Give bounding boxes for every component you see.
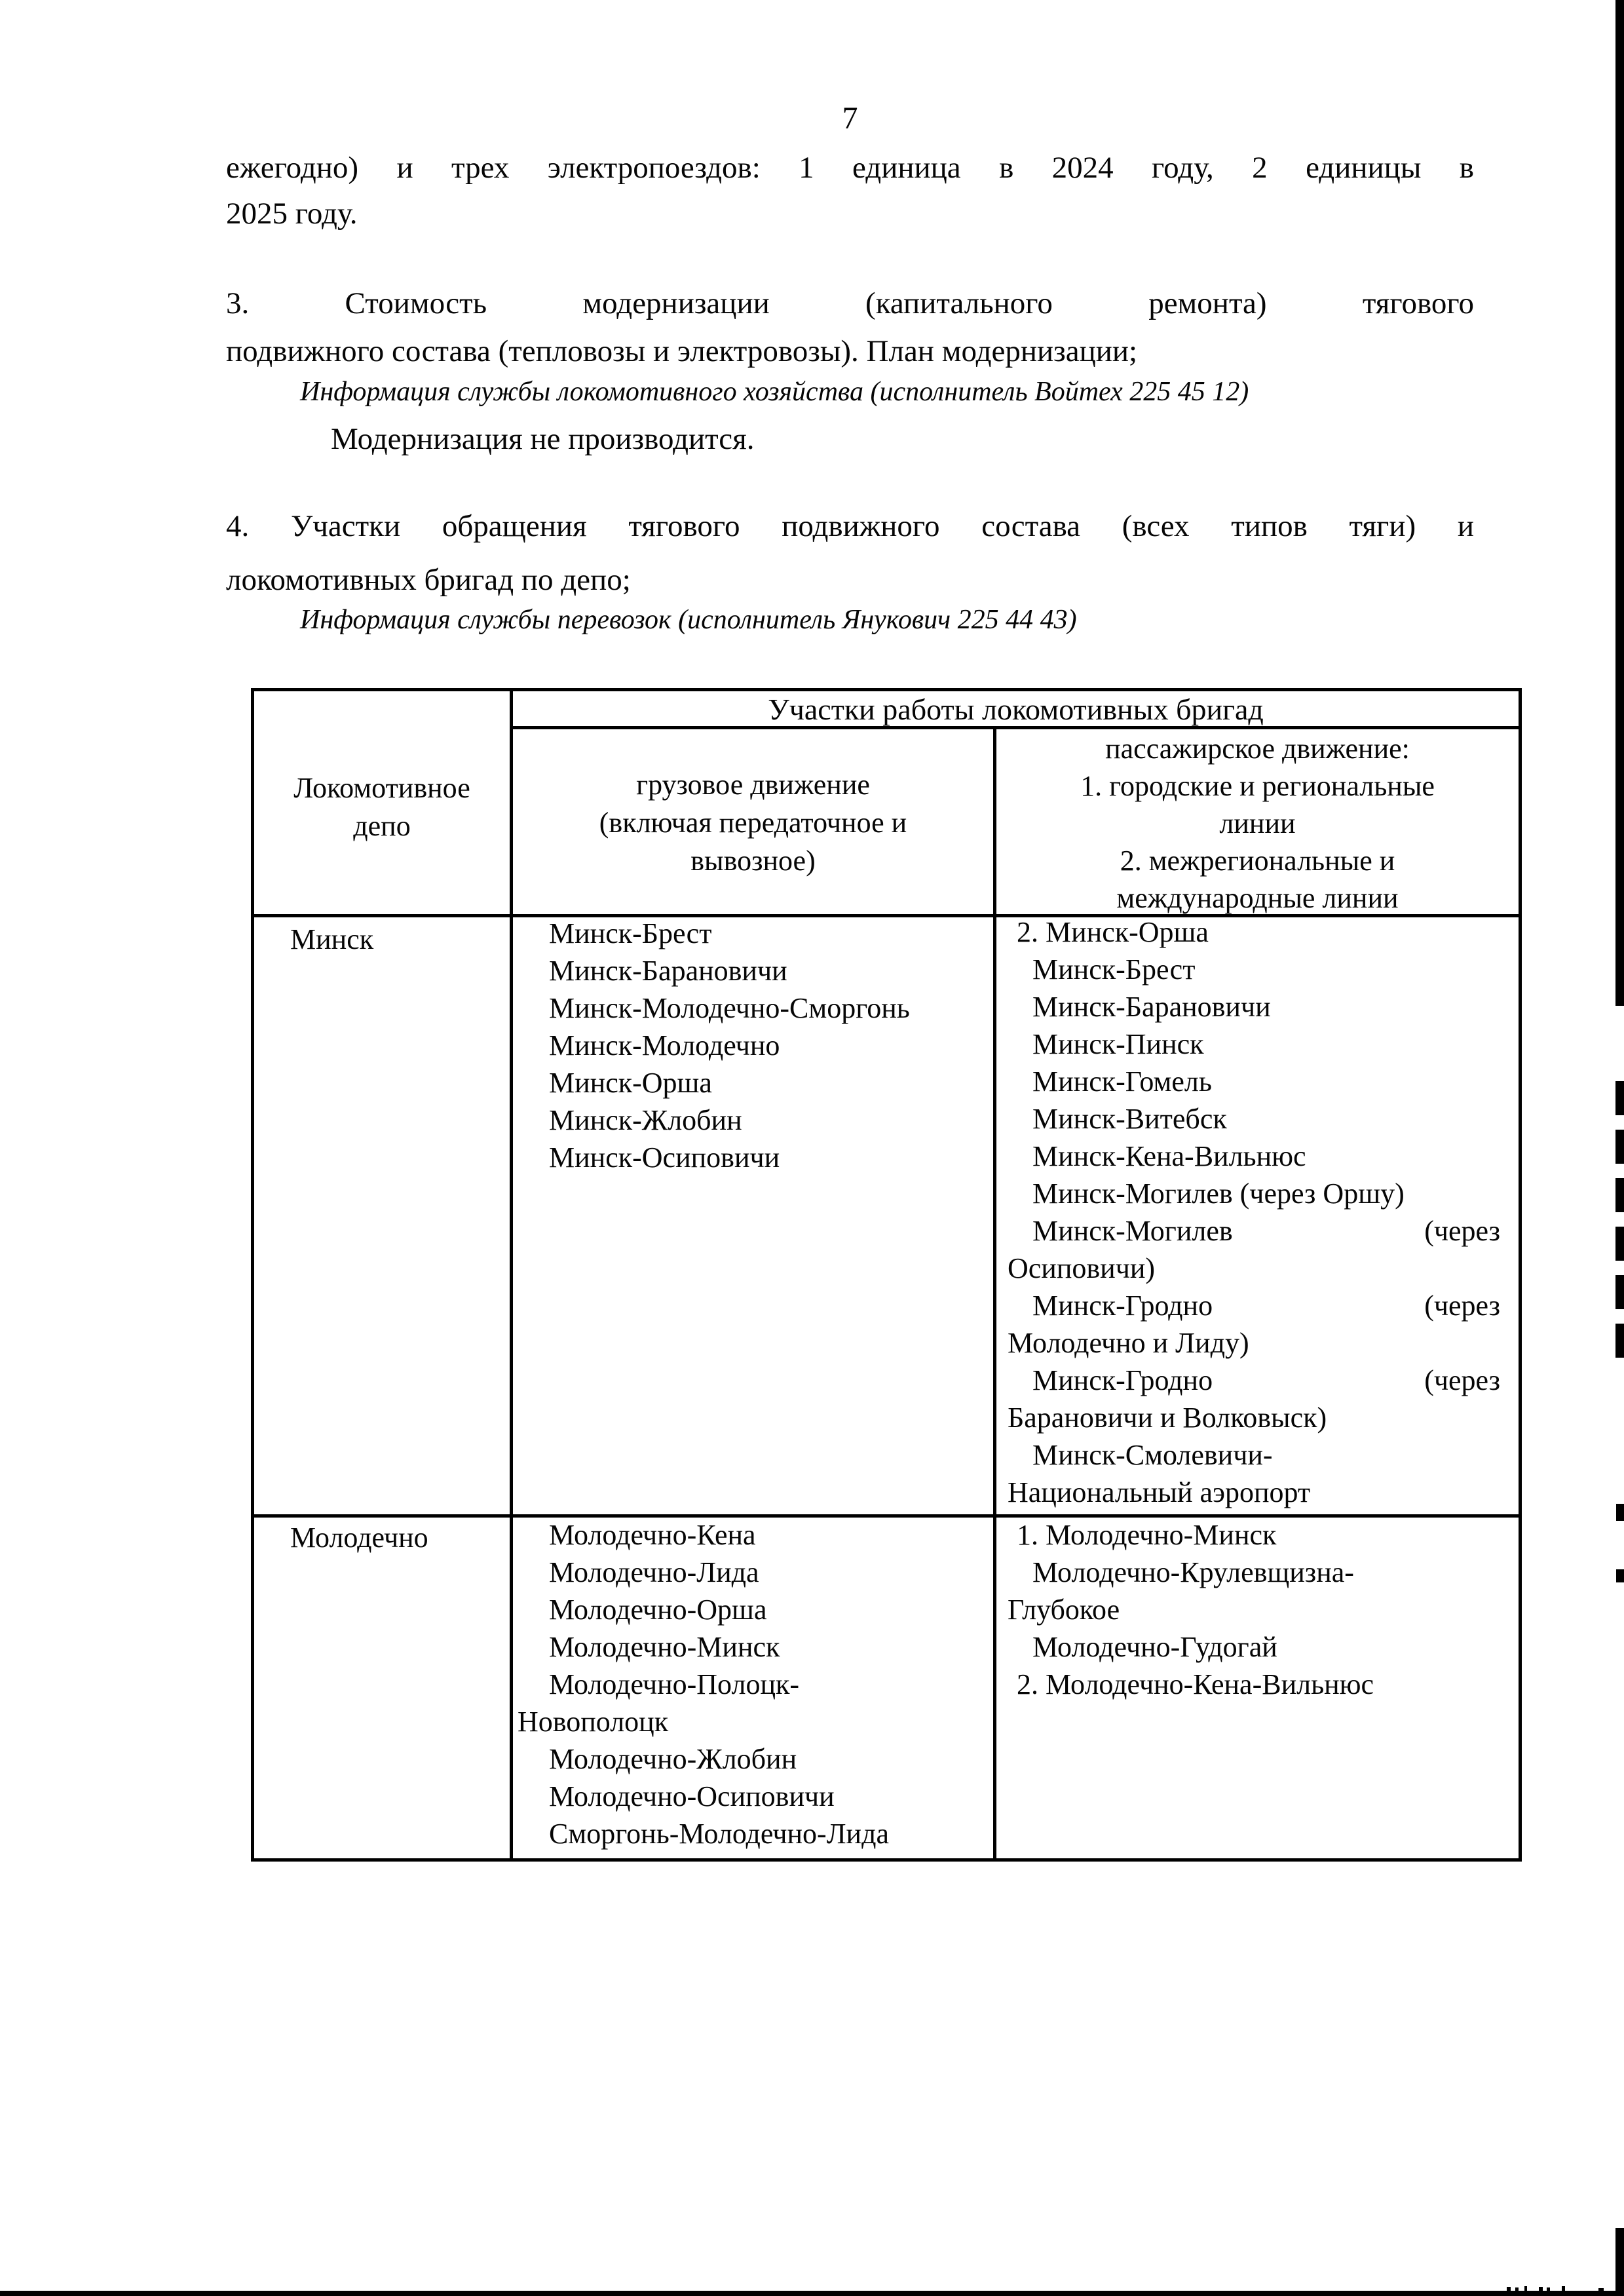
route-line: Молодечно-Лида: [549, 1556, 759, 1588]
passenger-column-header: [996, 730, 1519, 917]
item3-line-2: подвижного состава (тепловозы и электровозы). План модернизации;: [226, 334, 1138, 368]
route-line: Минск-Смолевичи-: [1032, 1439, 1273, 1471]
route-line: Минск-Жлобин: [549, 1104, 742, 1136]
route-line: [1008, 1212, 1509, 1250]
route-line: Минск-Молодечно-Сморгонь: [549, 992, 910, 1024]
route-line-left: Минск-Гродно: [1032, 1290, 1213, 1322]
route-line: Минск-Брест: [1032, 953, 1196, 985]
scan-edge-artifact-right: [1615, 2228, 1624, 2296]
route-line-left: Минск-Могилев: [1032, 1215, 1233, 1247]
passenger-header-line: пассажирское движение:: [1105, 733, 1410, 765]
route-line: [1008, 1287, 1509, 1324]
intro-line-1: ежегодно) и трех электропоездов: 1 единица в 2024 году, 2 единицы в: [226, 151, 1474, 185]
item4-line-1: 4. Участки обращения тягового подвижного состава (всех типов тяги) и: [226, 509, 1474, 543]
route-line: Молодечно-Минск: [549, 1631, 780, 1663]
scan-edge-artifact-right: [1616, 1569, 1624, 1582]
freight-routes-minsk: [518, 915, 989, 1176]
scan-speck: [1539, 2287, 1543, 2291]
freight-routes-molodechno: [518, 1516, 989, 1852]
route-line: [1008, 1362, 1509, 1399]
route-line: Новополоцк: [518, 1706, 669, 1738]
depot-header-line: Локомотивное: [293, 772, 470, 804]
passenger-routes-molodechno: [1008, 1516, 1509, 1703]
route-line: Молодечно-Осиповичи: [549, 1780, 835, 1812]
passenger-routes-minsk: [1008, 913, 1509, 1511]
scan-edge-artifact-right: [1615, 0, 1624, 1006]
route-line: Минск-Витебск: [1032, 1103, 1227, 1135]
route-line: Минск-Орша: [549, 1067, 712, 1099]
passenger-header-line: 2. межрегиональные и: [1120, 845, 1395, 877]
table-span-header: Участки работы локомотивных бригад: [768, 693, 1264, 726]
depot-name: Молодечно: [290, 1521, 428, 1554]
scan-edge-artifact-right-dashed: [1615, 1081, 1624, 1363]
passenger-header-line: 1. городские и региональные: [1080, 770, 1435, 802]
passenger-header-line: линии: [1219, 807, 1296, 839]
route-line: Минск-Брест: [549, 917, 712, 949]
route-line: Молодечно-Жлобин: [549, 1743, 797, 1775]
intro-line-2: 2025 году.: [226, 197, 358, 231]
route-line: Молодечно-Крулевщизна-: [1032, 1556, 1354, 1588]
freight-header-line: грузовое движение: [636, 769, 870, 801]
route-line: 2. Минск-Орша: [1017, 916, 1209, 948]
item4-line-2: локомотивных бригад по депо;: [226, 563, 631, 597]
table-border-bottom: [251, 1858, 1522, 1862]
depot-name: Минск: [290, 923, 374, 955]
item4-service-note: Информация службы перевозок (исполнитель Янукович 225 44 43): [300, 605, 1077, 635]
freight-column-header: [513, 766, 993, 880]
route-line: Минск-Осиповичи: [549, 1141, 780, 1174]
scan-speck: [1562, 2286, 1565, 2291]
route-line: Осиповичи): [1008, 1252, 1156, 1284]
table-border-left: [251, 688, 254, 1862]
freight-header-line: (включая передаточное и: [599, 807, 907, 839]
route-line-right: (через: [1424, 1364, 1500, 1396]
item3-result: Модернизация не производится.: [331, 422, 755, 456]
scan-speck: [1524, 2286, 1527, 2291]
freight-header-line: вывозное): [690, 845, 816, 877]
route-line: Минск-Пинск: [1032, 1028, 1204, 1060]
route-line: Молодечно-Гудогай: [1032, 1631, 1277, 1663]
route-line-right: (через: [1424, 1290, 1500, 1322]
scan-edge-artifact-bottom: [0, 2291, 1624, 2296]
route-line: Глубокое: [1008, 1594, 1120, 1626]
scan-speck: [1547, 2287, 1550, 2291]
passenger-header-line: международные линии: [1116, 882, 1399, 914]
scan-speck: [1598, 2288, 1604, 2291]
route-line: Минск-Барановичи: [1032, 991, 1271, 1023]
table-border-right: [1519, 688, 1522, 1862]
route-line: Национальный аэропорт: [1008, 1476, 1311, 1508]
route-line: Молодечно-Орша: [549, 1594, 767, 1626]
route-line-right: (через: [1424, 1215, 1500, 1247]
route-line: Молодечно и Лиду): [1008, 1327, 1249, 1359]
route-line: Молодечно-Кена: [549, 1519, 756, 1551]
route-line: 2. Молодечно-Кена-Вильнюс: [1017, 1668, 1374, 1700]
route-line: Барановичи и Волковыск): [1008, 1402, 1327, 1434]
item3-line-1: 3. Стоимость модернизации (капитального ремонта) тягового: [226, 286, 1474, 320]
route-line: Минск-Гомель: [1032, 1065, 1212, 1098]
route-line: Минск-Могилев (через Оршу): [1032, 1177, 1405, 1210]
route-line: 1. Молодечно-Минск: [1017, 1519, 1277, 1551]
depot-column-header: [254, 769, 510, 845]
route-line: Минск-Молодечно: [549, 1029, 780, 1062]
scan-edge-artifact-right: [1616, 1504, 1624, 1521]
item3-service-note: Информация службы локомотивного хозяйства (исполнитель Войтех 225 45 12): [300, 377, 1249, 407]
route-line: Сморгонь-Молодечно-Лида: [549, 1818, 889, 1850]
route-line: Молодечно-Полоцк-: [549, 1668, 800, 1700]
route-line: Минск-Барановичи: [549, 955, 787, 987]
page-number: 7: [842, 101, 858, 136]
route-line: Минск-Кена-Вильнюс: [1032, 1140, 1306, 1172]
route-line-left: Минск-Гродно: [1032, 1364, 1213, 1396]
scan-speck: [1515, 2287, 1519, 2291]
depot-header-line: депо: [353, 810, 411, 842]
scan-speck: [1507, 2287, 1511, 2291]
